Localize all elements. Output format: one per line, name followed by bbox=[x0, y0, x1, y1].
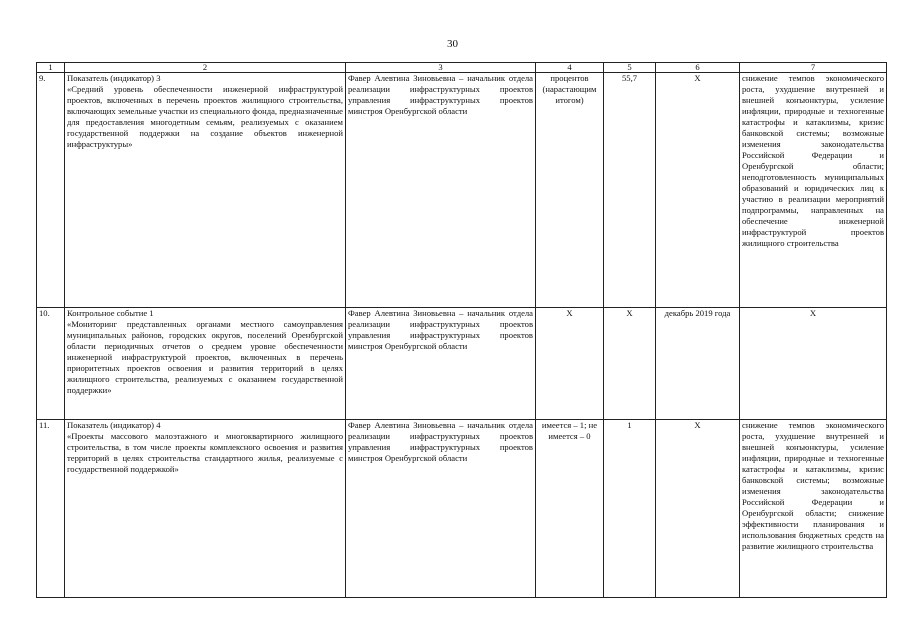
indicator-description: «Мониторинг представленных органами местного самоуправления муниципальных районов, городских округов, поселений Оренбургской области периодичных отчетов о среднем уровне обеспеченности инженерной инфраструктурой проектов, включенных в перечень приоритетных проектов освоения и развития территорий в целях жилищного строительства, реализуемых с оказанием государственной поддержки» bbox=[67, 319, 343, 395]
indicator-title: Показатель (индикатор) 4 bbox=[67, 420, 161, 430]
column-header: 6 bbox=[656, 63, 740, 73]
table-row bbox=[37, 308, 887, 420]
risks-cell: снижение темпов экономического роста, ухудшение внутренней и внешней конъюнктуры, усиление инфляции, природные и техногенные катастрофы и катаклизмы, кризис банковской системы; возможные изменения законодательства Российской Федерации и Оренбургской области; снижение эффективности планирования и использования бюджетных средств на развитие жилищного строительства bbox=[740, 420, 887, 598]
value-cell: 55,7 bbox=[604, 73, 656, 308]
date-cell: X bbox=[656, 420, 740, 598]
page-number: 30 bbox=[447, 38, 458, 50]
responsible-cell: Фавер Алевтина Зиновьевна – начальник отдела реализации инфраструктурных проектов управления инфраструктурных проектов минстроя Оренбургской области bbox=[346, 73, 536, 308]
indicator-cell bbox=[65, 73, 346, 308]
column-header: 2 bbox=[65, 63, 346, 73]
row-number: 11. bbox=[37, 420, 65, 598]
responsible-cell: Фавер Алевтина Зиновьевна – начальник отдела реализации инфраструктурных проектов управления инфраструктурных проектов минстроя Оренбургской области bbox=[346, 420, 536, 598]
indicator-description: «Средний уровень обеспеченности инженерной инфраструктурой проектов, включенных в перечень проектов жилищного строительства, включающих земельные участки из специального фонда, предназначенные для предоставления многодетным семьям, реализуемых с оказанием государственной поддержки на создание объектов инженерной инфраструктуры» bbox=[67, 84, 343, 149]
date-cell: X bbox=[656, 73, 740, 308]
table-row bbox=[37, 420, 887, 598]
indicator-title: Показатель (индикатор) 3 bbox=[67, 73, 161, 83]
column-header: 3 bbox=[346, 63, 536, 73]
risks-cell: X bbox=[740, 308, 887, 420]
value-cell: 1 bbox=[604, 420, 656, 598]
header-row bbox=[37, 63, 887, 73]
row-number: 10. bbox=[37, 308, 65, 420]
value-cell: X bbox=[604, 308, 656, 420]
column-header: 4 bbox=[536, 63, 604, 73]
column-header: 5 bbox=[604, 63, 656, 73]
indicator-cell bbox=[65, 308, 346, 420]
unit-cell: имеется – 1; не имеется – 0 bbox=[536, 420, 604, 598]
indicator-cell bbox=[65, 420, 346, 598]
unit-cell: процентов (нарастающим итогом) bbox=[536, 73, 604, 308]
row-number: 9. bbox=[37, 73, 65, 308]
risks-cell: снижение темпов экономического роста, ухудшение внутренней и внешней конъюнктуры, усиление инфляции, природные и техногенные катастрофы и катаклизмы, кризис банковской системы; возможные изменения законодательства Российской Федерации и Оренбургской области; неподготовленность муниципальных образований и юридических лиц к участию в реализации мероприятий подпрограммы, направленных на обеспечение инженерной инфраструктурой проектов жилищного строительства bbox=[740, 73, 887, 308]
date-cell: декабрь 2019 года bbox=[656, 308, 740, 420]
column-header: 7 bbox=[740, 63, 887, 73]
table-row bbox=[37, 73, 887, 308]
indicator-title: Контрольное событие 1 bbox=[67, 308, 154, 318]
indicator-description: «Проекты массового малоэтажного и многоквартирного жилищного строительства, в том числе проекты комплексного освоения и развития территорий в целях строительства стандартного жилья, реализуемые с государственной поддержкой» bbox=[67, 431, 343, 474]
responsible-cell: Фавер Алевтина Зиновьевна – начальник отдела реализации инфраструктурных проектов управления инфраструктурных проектов минстроя Оренбургской области bbox=[346, 308, 536, 420]
column-header: 1 bbox=[37, 63, 65, 73]
unit-cell: X bbox=[536, 308, 604, 420]
indicators-table bbox=[36, 62, 887, 598]
